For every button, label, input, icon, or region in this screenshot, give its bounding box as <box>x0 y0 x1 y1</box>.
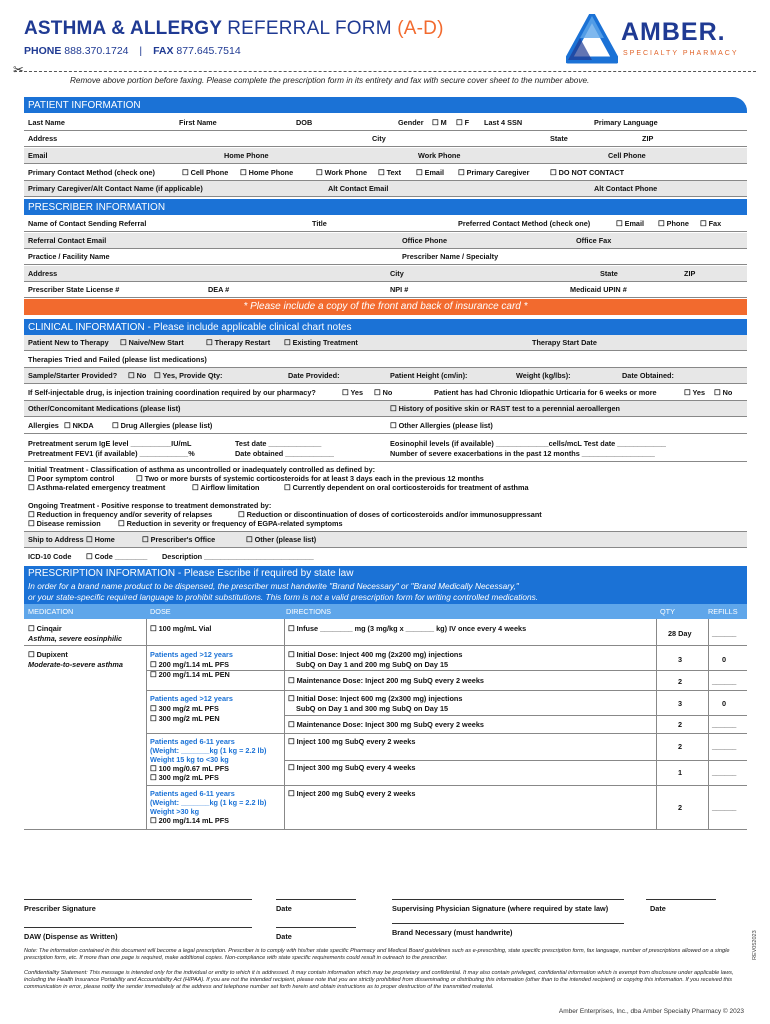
eosinophil-field[interactable]: Eosinophil levels (if available) _____________cells/mcL Test date ____________ <box>390 439 666 448</box>
sample-yes-checkbox[interactable]: ☐ Yes, Provide Qty: <box>154 371 223 380</box>
contact-text-checkbox[interactable]: ☐ Text <box>378 168 402 177</box>
dupixent-checkbox[interactable]: ☐ Dupixent <box>28 650 68 659</box>
sample-no-checkbox[interactable]: ☐ No <box>128 371 147 380</box>
brand-label: Brand Necessary (must handwrite) <box>392 928 513 937</box>
emergency-checkbox[interactable]: ☐ Asthma-related emergency treatment <box>28 483 166 492</box>
clinical-section-header: CLINICAL INFORMATION - Please include applicable clinical chart notes <box>24 319 747 335</box>
logo-subtitle: SPECIALTY PHARMACY <box>623 50 739 57</box>
other-allergies-checkbox[interactable]: ☐ Other Allergies (please list) <box>390 421 493 430</box>
g1-initial-line2: SubQ on Day 1 and 200 mg SubQ on Day 15 <box>296 660 449 669</box>
g3-refills2-field[interactable]: ______ <box>712 768 737 777</box>
icd-code-field[interactable]: ☐ Code ________ <box>86 552 148 561</box>
inject-no-checkbox[interactable]: ☐ No <box>374 388 393 397</box>
title-light: REFERRAL FORM <box>227 18 392 39</box>
medicaid-field[interactable]: Medicaid UPIN # <box>570 285 627 294</box>
g4-refills-field[interactable]: ______ <box>712 803 737 812</box>
scissors-icon: ✂ <box>13 62 24 77</box>
g3-weight-range: Weight 15 kg to <30 kg <box>150 755 229 764</box>
practice-field[interactable]: Practice / Facility Name <box>28 252 110 261</box>
pref-fax-checkbox[interactable]: ☐ Fax <box>700 219 722 228</box>
g3-qty1: 2 <box>678 742 683 751</box>
sample-label: Sample/Starter Provided? <box>28 371 118 380</box>
daw-label: DAW (Dispense as Written) <box>24 932 118 941</box>
npi-field[interactable]: NPI # <box>390 285 409 294</box>
confidentiality-statement: Confidentiality Statement: This message is intended only for the individual or entity to which it is addressed. It may contain information which may be proprietary and confidential. It may also contain privileged, confidential information which is exempt from disclosure under applicable laws, including the Health Insurance Portability and Accountability Act (HIPAA). If you are not the intended recipient, please note that you are strictly prohibited from disseminating or distributing this information (other than to the intended recipient) or copying this information. If you received this communication in error, please notify the sender immediately at the address and telephone number set forth herein and obtain instructions as to proper destruction of the transmitted material. <box>24 970 734 990</box>
prescriber-address-field[interactable]: Address <box>28 269 58 278</box>
existing-checkbox[interactable]: ☐ Existing Treatment <box>284 338 358 347</box>
date1-line[interactable] <box>276 899 356 900</box>
clinical-row-4 <box>24 385 747 401</box>
contact-caregiver-checkbox[interactable]: ☐ Primary Caregiver <box>458 168 530 177</box>
ship-other-checkbox[interactable]: ☐ Other (please list) <box>246 535 317 544</box>
ongoing-treatment-label: Ongoing Treatment - Positive response to treatment demonstrated by: <box>28 501 272 510</box>
icd-description-field[interactable]: Description ___________________________ <box>162 552 314 561</box>
poor-control-checkbox[interactable]: ☐ Poor symptom control <box>28 474 115 483</box>
footer-copyright: Amber Enterprises, Inc., dba Amber Specialty Pharmacy © 2023 <box>558 1008 744 1015</box>
ship-row <box>24 532 747 548</box>
remission-checkbox[interactable]: ☐ Disease remission <box>28 519 101 528</box>
g1-maint-refills-field[interactable]: ______ <box>712 677 737 686</box>
office-phone-field[interactable]: Office Phone <box>402 236 448 245</box>
alt-email-field[interactable]: Alt Contact Email <box>328 184 389 193</box>
specialty-field[interactable]: Prescriber Name / Specialty <box>402 252 499 261</box>
pref-email-checkbox[interactable]: ☐ Email <box>616 219 645 228</box>
g4-dir-checkbox[interactable]: ☐ Inject 200 mg SubQ every 2 weeks <box>288 789 416 798</box>
other-meds-field[interactable]: Other/Concomitant Medications (please list) <box>28 404 181 413</box>
title-range: (A-D) <box>397 18 444 39</box>
cut-line <box>14 71 756 72</box>
g4-weight-field[interactable]: (Weight: _______kg (1 kg = 2.2 lb) <box>150 798 267 807</box>
zip-field[interactable]: ZIP <box>642 134 654 143</box>
patient-section-header: PATIENT INFORMATION <box>24 97 747 113</box>
email-field[interactable]: Email <box>28 151 48 160</box>
supervising-signature-line[interactable] <box>392 899 624 900</box>
contact-email-field[interactable]: Referral Contact Email <box>28 236 107 245</box>
home-phone-field[interactable]: Home Phone <box>224 151 269 160</box>
fev1-date-field[interactable]: Date obtained ____________ <box>235 449 334 458</box>
g2-maint-refills-field[interactable]: ______ <box>712 720 737 729</box>
rx-instruction-1: In order for a brand name product to be dispensed, the prescriber must handwrite "Brand Necessary" or "Brand Medically Necessary," <box>28 581 519 591</box>
amber-logo <box>566 14 756 64</box>
g4-age-label: Patients aged 6-11 years <box>150 789 235 798</box>
g4-dose-checkbox[interactable]: ☐ 200 mg/1.14 mL PFS <box>150 816 230 825</box>
license-field[interactable]: Prescriber State License # <box>28 285 120 294</box>
clinical-row-1 <box>24 335 747 351</box>
state-field[interactable]: State <box>550 134 568 143</box>
bursts-checkbox[interactable]: ☐ Two or more bursts of systemic corticosteroids for at least 3 days each in the previous 12 months <box>136 474 484 483</box>
contact-cell-checkbox[interactable]: ☐ Cell Phone <box>182 168 229 177</box>
first-name-field[interactable]: First Name <box>179 118 217 127</box>
dob-field[interactable]: DOB <box>296 118 313 127</box>
nkda-checkbox[interactable]: ☐ NKDA <box>64 421 94 430</box>
cinqair-qty: 28 Day <box>668 629 692 638</box>
g3-dir2-checkbox[interactable]: ☐ Inject 300 mg SubQ every 4 weeks <box>288 763 416 772</box>
caregiver-name-field[interactable]: Primary Caregiver/Alt Contact Name (if applicable) <box>28 184 203 193</box>
revision-code: REV052023 <box>752 930 758 960</box>
weight-field[interactable]: Weight (kg/lbs): <box>516 371 571 380</box>
triangle-logo-icon <box>566 14 618 64</box>
urticaria-no-checkbox[interactable]: ☐ No <box>714 388 733 397</box>
col-dose: DOSE <box>150 607 171 616</box>
new-therapy-label: Patient New to Therapy <box>28 338 109 347</box>
phone-number[interactable]: 888.370.1724 <box>64 45 129 57</box>
ige-field[interactable]: Pretreatment serum IgE level __________IU/mL <box>28 439 192 448</box>
prescriber-title-field[interactable]: Title <box>312 219 327 228</box>
remove-note: Remove above portion before faxing. Please complete the prescription form in its entirety and fax with secure cover sheet to the number above. <box>70 76 590 85</box>
patient-row-3 <box>24 148 747 164</box>
col-directions: DIRECTIONS <box>286 607 331 616</box>
g1-initial-refills: 0 <box>722 655 727 664</box>
brand-line[interactable] <box>392 923 624 924</box>
naive-checkbox[interactable]: ☐ Naive/New Start <box>120 338 184 347</box>
cinqair-refills-field[interactable]: ______ <box>712 629 737 638</box>
g1-initial-qty: 3 <box>678 655 683 664</box>
col-refills: REFILLS <box>708 607 738 616</box>
gender-f-checkbox[interactable]: ☐ F <box>456 118 470 127</box>
date1-label: Date <box>276 904 292 913</box>
inject-yes-checkbox[interactable]: ☐ Yes <box>342 388 364 397</box>
pref-method-label: Preferred Contact Method (check one) <box>458 219 591 228</box>
form-title <box>24 18 444 40</box>
initial-treatment-label: Initial Treatment - Classification of asthma as uncontrolled or inadequately controlled as defined by: <box>28 465 376 474</box>
phone-label: PHONE <box>24 45 62 57</box>
date3-line[interactable] <box>276 927 356 928</box>
self-inject-label: If Self-injectable drug, is injection training coordination required by our pharmacy? <box>28 388 316 397</box>
g3-weight-field[interactable]: (Weight: _______kg (1 kg = 2.2 lb) <box>150 746 267 755</box>
address-field[interactable]: Address <box>28 134 58 143</box>
g1-initial-checkbox[interactable]: ☐ Initial Dose: Inject 400 mg (2x200 mg) injections <box>288 650 463 659</box>
g3-refills1-field[interactable]: ______ <box>712 742 737 751</box>
date3-label: Date <box>276 932 292 941</box>
supervising-signature-label: Supervising Physician Signature (where required by state law) <box>392 904 609 913</box>
prescription-section-header <box>24 566 747 604</box>
exacerbations-field[interactable]: Number of severe exacerbations in the past 12 months __________________ <box>390 449 655 458</box>
alt-phone-field[interactable]: Alt Contact Phone <box>594 184 658 193</box>
urticaria-yes-checkbox[interactable]: ☐ Yes <box>684 388 706 397</box>
skin-test-checkbox[interactable]: ☐ History of positive skin or RAST test to a perennial aeroallergen <box>390 404 620 413</box>
clinical-row-3 <box>24 368 747 384</box>
g1-dose2-checkbox[interactable]: ☐ 200 mg/1.14 mL PEN <box>150 670 230 679</box>
patient-row-1 <box>24 115 747 131</box>
contact-numbers: PHONE 888.370.1724 | FAX 877.645.7514 <box>24 45 241 57</box>
office-fax-field[interactable]: Office Fax <box>576 236 612 245</box>
cell-phone-field[interactable]: Cell Phone <box>608 151 646 160</box>
cinqair-dose-checkbox[interactable]: ☐ 100 mg/mL Vial <box>150 624 212 633</box>
dupixent-indication: Moderate-to-severe asthma <box>28 660 123 669</box>
contact-home-checkbox[interactable]: ☐ Home Phone <box>240 168 294 177</box>
fev1-field[interactable]: Pretreatment FEV1 (if available) ____________% <box>28 449 195 458</box>
date-obtained-field[interactable]: Date Obtained: <box>622 371 674 380</box>
rx-heading: PRESCRIPTION INFORMATION - Please Escribe if required by state law <box>28 568 354 579</box>
cinqair-directions-checkbox[interactable]: ☐ Infuse ________ mg (3 mg/kg x _______ kg) IV once every 4 weeks <box>288 624 527 633</box>
date2-label: Date <box>650 904 666 913</box>
airflow-checkbox[interactable]: ☐ Airflow limitation <box>192 483 260 492</box>
ige-test-date-field[interactable]: Test date _____________ <box>235 439 322 448</box>
icd-row <box>24 549 747 565</box>
prescriber-city-field[interactable]: City <box>390 269 404 278</box>
g2-initial-qty: 3 <box>678 699 683 708</box>
language-field[interactable]: Primary Language <box>594 118 658 127</box>
contact-method-label: Primary Contact Method (check one) <box>28 168 155 177</box>
g4-weight-range: Weight >30 kg <box>150 807 200 816</box>
daw-line[interactable] <box>24 927 252 928</box>
g3-dose1-checkbox[interactable]: ☐ 100 mg/0.67 mL PFS <box>150 764 230 773</box>
g4-qty: 2 <box>678 803 683 812</box>
contact-name-field[interactable]: Name of Contact Sending Referral <box>28 219 147 228</box>
contact-email-checkbox[interactable]: ☐ Email <box>416 168 445 177</box>
col-medication: MEDICATION <box>28 607 74 616</box>
allergies-label: Allergies <box>28 421 59 430</box>
legal-note: Note: The information contained in this document will become a legal prescription. Prescriber is to comply with his/her state specific Pharmacy and Medical Board guidelines such as e-prescribing, state specific prescription form, fax language, number of prescriptions allowed on a single prescription form, etc. If more than one page is required, make additional copies. Non-compliance with state specific requirements could result in outreach to the prescriber. <box>24 948 730 961</box>
prescriber-row-1 <box>24 216 747 232</box>
city-field[interactable]: City <box>372 134 386 143</box>
patient-row-5 <box>24 181 747 197</box>
prescriber-state-field[interactable]: State <box>600 269 618 278</box>
g2-dose1-checkbox[interactable]: ☐ 300 mg/2 mL PFS <box>150 704 219 713</box>
patient-row-2 <box>24 131 747 147</box>
work-phone-field[interactable]: Work Phone <box>418 151 461 160</box>
clinical-row-6 <box>24 418 747 434</box>
g1-maint-checkbox[interactable]: ☐ Maintenance Dose: Inject 200 mg SubQ every 2 weeks <box>288 676 484 685</box>
prescriber-section-header: PRESCRIBER INFORMATION <box>24 199 747 215</box>
prescriber-row-3 <box>24 249 747 265</box>
title-bold: ASTHMA & ALLERGY <box>24 18 222 39</box>
prescriber-row-2 <box>24 233 747 249</box>
rx-instruction-2: or your state-specific required language to prohibit substitutions. This form is not a valid prescription form for writing controlled medications. <box>28 592 539 602</box>
g2-maint-qty: 2 <box>678 720 683 729</box>
rx-table-header <box>24 604 747 619</box>
last-name-field[interactable]: Last Name <box>28 118 65 127</box>
date-provided-field[interactable]: Date Provided: <box>288 371 340 380</box>
g1-dose1-checkbox[interactable]: ☐ 200 mg/1.14 mL PFS <box>150 660 230 669</box>
ship-office-checkbox[interactable]: ☐ Prescriber's Office <box>142 535 216 544</box>
start-date-field[interactable]: Therapy Start Date <box>532 338 597 347</box>
cinqair-checkbox[interactable]: ☐ Cinqair <box>28 624 62 633</box>
g2-initial-line2: SubQ on Day 1 and 300 mg SubQ on Day 15 <box>296 704 449 713</box>
gender-m-checkbox[interactable]: ☐ M <box>432 118 447 127</box>
ship-label: Ship to Address <box>28 535 84 544</box>
g2-initial-refills: 0 <box>722 699 727 708</box>
pref-phone-checkbox[interactable]: ☐ Phone <box>658 219 689 228</box>
g2-initial-checkbox[interactable]: ☐ Initial Dose: Inject 600 mg (2x300 mg) injections <box>288 694 463 703</box>
g3-qty2: 1 <box>678 768 683 777</box>
height-field[interactable]: Patient Height (cm/in): <box>390 371 468 380</box>
g1-maint-qty: 2 <box>678 677 683 686</box>
fax-label: FAX <box>153 45 174 57</box>
col-qty: QTY <box>660 607 675 616</box>
fax-number[interactable]: 877.645.7514 <box>176 45 241 57</box>
restart-checkbox[interactable]: ☐ Therapy Restart <box>206 338 271 347</box>
prescriber-row-4 <box>24 266 747 282</box>
clinical-row-2 <box>24 352 747 368</box>
g2-maint-checkbox[interactable]: ☐ Maintenance Dose: Inject 300 mg SubQ every 2 weeks <box>288 720 484 729</box>
cinqair-indication: Asthma, severe eosinphilic <box>28 634 123 643</box>
prescriber-signature-label: Prescriber Signature <box>24 904 96 913</box>
urticaria-label: Patient has had Chronic Idiopathic Urticaria for 6 weeks or more <box>434 388 657 397</box>
g2-dose2-checkbox[interactable]: ☐ 300 mg/2 mL PEN <box>150 714 220 723</box>
g3-dir1-checkbox[interactable]: ☐ Inject 100 mg SubQ every 2 weeks <box>288 737 416 746</box>
tried-failed-field[interactable]: Therapies Tried and Failed (please list medications) <box>28 355 207 364</box>
contact-work-checkbox[interactable]: ☐ Work Phone <box>316 168 368 177</box>
divider <box>24 461 747 462</box>
ssn-field[interactable]: Last 4 SSN <box>484 118 523 127</box>
discontinue-checkbox[interactable]: ☐ Reduction or discontinuation of doses of corticosteroids and/or immunosuppressant <box>238 510 542 519</box>
gender-label: Gender <box>398 118 424 127</box>
g3-dose2-checkbox[interactable]: ☐ 300 mg/2 mL PFS <box>150 773 219 782</box>
dependent-checkbox[interactable]: ☐ Currently dependent on oral corticosteroids for treatment of asthma <box>284 483 529 492</box>
contact-dnc-checkbox[interactable]: ☐ DO NOT CONTACT <box>550 168 625 177</box>
prescriber-signature-line[interactable] <box>24 899 252 900</box>
dea-field[interactable]: DEA # <box>208 285 230 294</box>
logo-brand: AMBER. <box>621 18 726 46</box>
clinical-row-5 <box>24 401 747 417</box>
insurance-note: * Please include a copy of the front and back of insurance card * <box>24 299 747 315</box>
prescriber-row-5 <box>24 282 747 298</box>
reduction-checkbox[interactable]: ☐ Reduction in frequency and/or severity of relapses <box>28 510 213 519</box>
patient-row-4 <box>24 165 747 181</box>
g3-age-label: Patients aged 6-11 years <box>150 737 235 746</box>
icd-label: ICD-10 Code <box>28 552 72 561</box>
prescriber-zip-field[interactable]: ZIP <box>684 269 696 278</box>
date2-line[interactable] <box>646 899 716 900</box>
egpa-checkbox[interactable]: ☐ Reduction in severity or frequency of EGPA-related symptoms <box>118 519 343 528</box>
ship-home-checkbox[interactable]: ☐ Home <box>86 535 115 544</box>
g2-age-label: Patients aged >12 years <box>150 694 233 703</box>
g1-age-label: Patients aged >12 years <box>150 650 233 659</box>
drug-allergies-checkbox[interactable]: ☐ Drug Allergies (please list) <box>112 421 213 430</box>
